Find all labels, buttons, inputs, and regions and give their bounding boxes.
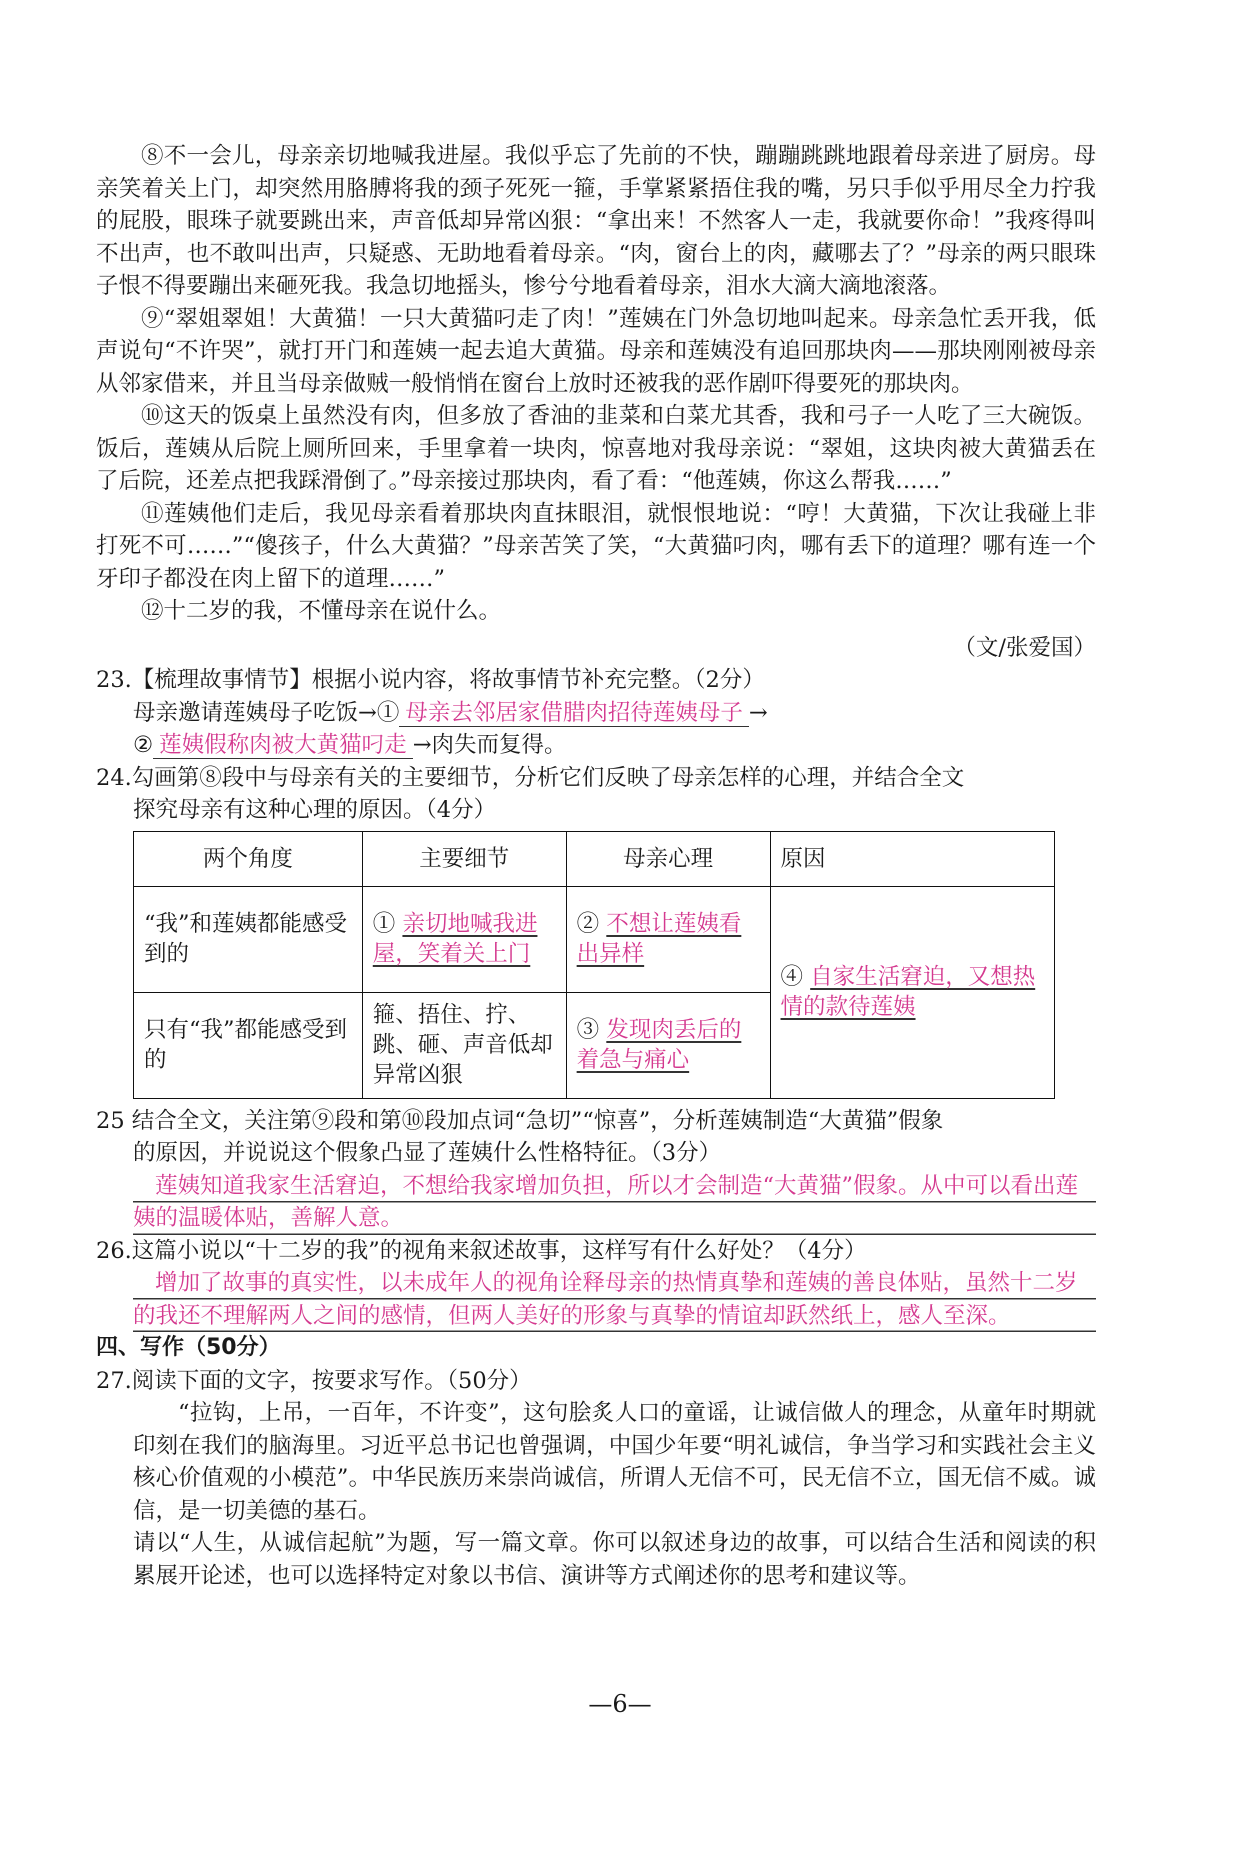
row1-mind-answer: 不想让莲姨看出异样 — [576, 911, 742, 967]
row1-mind — [566, 886, 770, 992]
row2-mind — [566, 992, 770, 1098]
reason-cell — [770, 886, 1054, 1098]
reason-number: ④ — [780, 964, 804, 990]
exam-page — [96, 140, 1096, 1592]
q23-answer-1: 母亲去邻居家借腊肉招待莲姨母子 — [399, 700, 749, 727]
story-paragraph-10: ⑩这天的饭桌上虽然没有肉，但多放了香油的韭菜和白菜尤其香，我和弓子一人吃了三大碗饭。饭后，莲姨从后院上厕所回来，手里拿着一块肉，惊喜地对我母亲说：“翠姐，这块肉被大黄猫丢在了后院，还差点把我踩滑倒了。”母亲接过那块肉，看了看：“他莲姨，你这么帮我……” — [96, 403, 1096, 494]
row1-detail-number: ① — [372, 911, 396, 937]
question-25-stem-2: 的原因，并说说这个假象凸显了莲姨什么性格特征。（3分） — [133, 1140, 722, 1166]
row2-mind-answer: 发现肉丢后的着急与痛心 — [576, 1017, 742, 1073]
question-27-stem: 27.阅读下面的文字，按要求写作。（50分） — [96, 1367, 532, 1394]
question-26 — [96, 1235, 1096, 1333]
header-angle: 两个角度 — [134, 831, 363, 886]
row2-detail: 箍、捂住、拧、跳、砸、声音低却异常凶狠 — [362, 992, 566, 1098]
row2-angle: 只有“我”都能感受到的 — [134, 992, 363, 1098]
question-23 — [96, 664, 1096, 762]
story-paragraph-11: ⑪莲姨他们走后，我见母亲看着那块肉直抹眼泪，就恨恨地说：“哼！大黄猫，下次让我碰上非打死不可……”“傻孩子，什么大黄猫？”母亲苦笑了笑，“大黄猫叼肉，哪有丢下的道理？哪有连一个牙印子都没在肉上留下的道理……” — [96, 500, 1096, 592]
row1-angle: “我”和莲姨都能感受到的 — [134, 886, 363, 992]
q23-line2-suffix: →肉失而复得。 — [412, 732, 567, 758]
header-detail: 主要细节 — [362, 831, 566, 886]
q23-line1-prefix: 母亲邀请莲姨母子吃饭→① — [133, 699, 400, 726]
analysis-table — [133, 831, 1055, 1099]
row1-mind-number: ② — [576, 911, 600, 937]
section-writing-title: 四、写作（50分） — [96, 1335, 281, 1360]
table-row — [134, 886, 1055, 992]
question-27 — [96, 1365, 1096, 1593]
question-26-answer: 增加了故事的真实性，以未成年人的视角诠释母亲的热情真挚和莲姨的善良体贴，虽然十二岁的我还不理解两人之间的感情，但两人美好的形象与真挚的情谊却跃然纸上，感人至深。 — [133, 1267, 1096, 1332]
table-header-row — [134, 831, 1055, 886]
row2-mind-number: ③ — [576, 1017, 600, 1043]
header-reason: 原因 — [770, 831, 1054, 886]
row1-detail-answer: 亲切地喊我进屋，笑着关上门 — [372, 911, 538, 967]
header-mind: 母亲心理 — [566, 831, 770, 886]
row1-detail — [362, 886, 566, 992]
question-25-answer: 莲姨知道我家生活窘迫，不想给我家增加负担，所以才会制造“大黄猫”假象。从中可以看出莲姨的温暖体贴，善解人意。 — [133, 1170, 1096, 1235]
question-23-line1 — [96, 697, 1096, 730]
story-paragraph-12: ⑫十二岁的我，不懂母亲在说什么。 — [141, 598, 502, 624]
question-24-stem-2: 探究母亲有这种心理的原因。（4分） — [133, 797, 497, 823]
reason-answer: 自家生活窘迫，又想热情的款待莲姨 — [780, 964, 1036, 1020]
question-23-line2 — [96, 729, 1096, 762]
question-23-stem: 23.【梳理故事情节】根据小说内容，将故事情节补充完整。（2分） — [96, 667, 765, 693]
question-26-stem: 26.这篇小说以“十二岁的我”的视角来叙述故事，这样写有什么好处？（4分） — [96, 1237, 867, 1264]
question-27-material: “拉钩，上吊，一百年，不许变”，这句脍炙人口的童谣，让诚信做人的理念，从童年时期就印刻在我们的脑海里。习近平总书记也曾强调，中国少年要“明礼诚信，争当学习和实践社会主义核心价值观的小模范”。中华民族历来崇尚诚信，所谓人无信不可，民无信不立，国无信不威。诚信，是一切美德的基石。 — [133, 1400, 1096, 1524]
question-27-requirement: 请以“人生，从诚信起航”为题，写一篇文章。你可以叙述身边的故事，可以结合生活和阅读的积累展开论述，也可以选择特定对象以书信、演讲等方式阐述你的思考和建议等。 — [133, 1530, 1096, 1589]
q23-line2-prefix: ② — [133, 732, 154, 758]
story-paragraph-9: ⑨“翠姐翠姐！大黄猫！一只大黄猫叼走了肉！”莲姨在门外急切地叫起来。母亲急忙丢开我，低声说句“不许哭”，就打开门和莲姨一起去追大黄猫。母亲和莲姨没有追回那块肉——那块刚刚被母亲从邻家借来，并且当母亲做贼一般悄悄在窗台上放时还被我的恶作剧吓得要死的那块肉。 — [96, 305, 1096, 397]
question-24-stem-1: 24.勾画第⑧段中与母亲有关的主要细节，分析它们反映了母亲怎样的心理，并结合全文 — [96, 764, 965, 791]
question-25 — [96, 1105, 1096, 1235]
story-source: （文/张爱国） — [953, 634, 1096, 661]
story-paragraph-8: ⑧不一会儿，母亲亲切地喊我进屋。我似乎忘了先前的不快，蹦蹦跳跳地跟着母亲进了厨房。母亲笑着关上门，却突然用胳膊将我的颈子死死一箍，手掌紧紧捂住我的嘴，另只手似乎用尽全力拧我的屁股，眼珠子就要跳出来，声音低却异常凶狠：“拿出来！不然客人一走，我就要你命！”我疼得叫不出声，也不敢叫出声，只疑惑、无助地看着母亲。“肉，窗台上的肉，藏哪去了？”母亲的两只眼珠子恨不得要蹦出来砸死我。我急切地摇头，惨兮兮地看着母亲，泪水大滴大滴地滚落。 — [96, 143, 1096, 299]
q23-arrow: → — [748, 699, 768, 726]
question-25-stem-1: 25 结合全文，关注第⑨段和第⑩段加点词“急切”“惊喜”，分析莲姨制造“大黄猫”假象 — [96, 1107, 944, 1134]
q23-answer-2: 莲姨假称肉被大黄猫叼走 — [153, 732, 413, 759]
page-number: —6— — [588, 1690, 652, 1718]
question-24 — [96, 762, 1096, 1099]
